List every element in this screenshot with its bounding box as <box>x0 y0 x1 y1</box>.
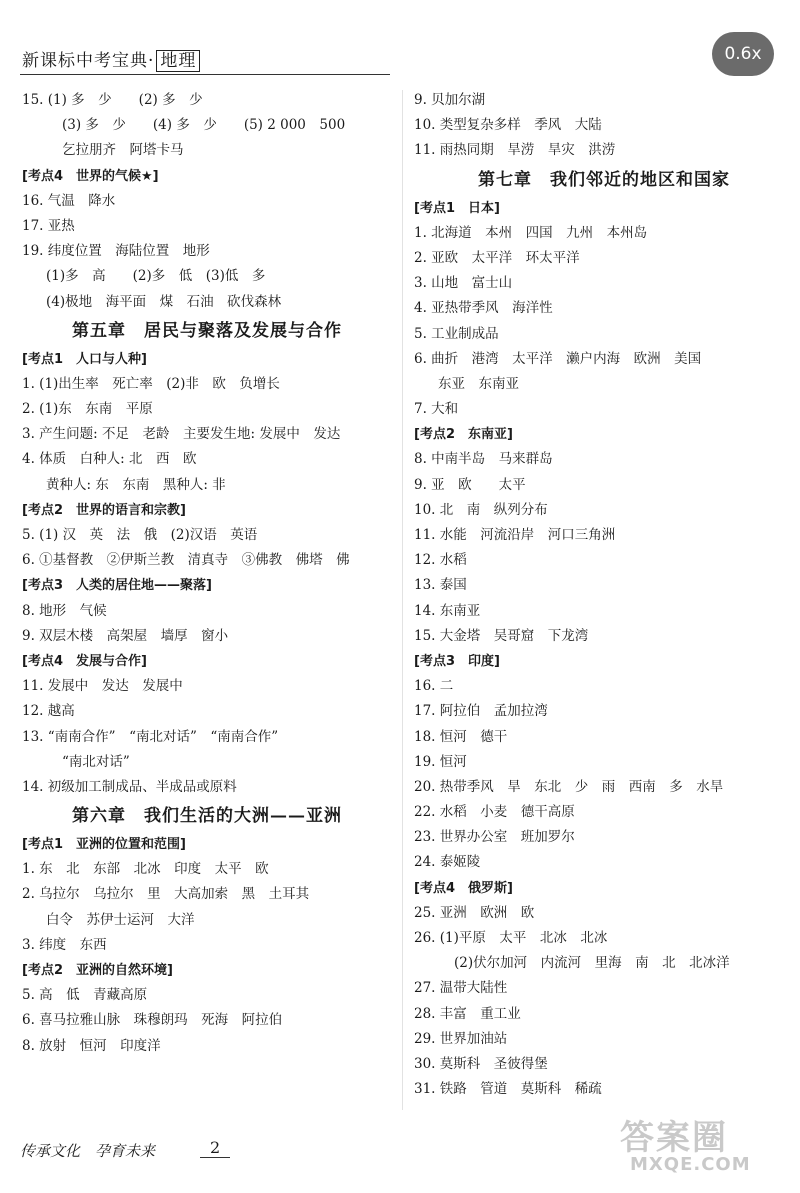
answer-line: 20. 热带季风 旱 东北 少 雨 西南 多 水旱 <box>414 778 724 795</box>
answer-line: 15. (1) 多 少 (2) 多 少 <box>22 92 203 108</box>
answer-line: 1. 东 北 东部 北冰 印度 太平 欧 <box>22 861 269 878</box>
publisher-slogan: 传承文化 孕育未来 <box>20 1142 156 1160</box>
answer-line: 23. 世界办公室 班加罗尔 <box>414 829 575 846</box>
answer-line: 11. 雨热同期 旱涝 旱灾 洪涝 <box>414 142 616 159</box>
answer-line: 3. 山地 富士山 <box>414 275 513 292</box>
answer-line: 10. 类型复杂多样 季风 大陆 <box>414 117 602 134</box>
section-heading: [考点4 世界的气候★] <box>22 168 159 184</box>
answer-line: 9. 贝加尔湖 <box>414 92 486 108</box>
section-heading: [考点1 人口与人种] <box>22 351 147 367</box>
answer-line-continued: (2)伏尔加河 内流河 里海 南 北 北冰洋 <box>454 955 730 972</box>
answer-line-continued: (3) 多 少 (4) 多 少 (5) 2 000 500 <box>62 117 346 134</box>
answer-line: 1. 北海道 本州 四国 九州 本州岛 <box>414 224 648 241</box>
answer-line: 4. 体质 白种人: 北 西 欧 <box>22 451 197 468</box>
answer-line: 5. (1) 汉 英 法 俄 (2)汉语 英语 <box>22 527 258 543</box>
answer-line: 8. 地形 气候 <box>22 602 107 619</box>
answer-line: 16. 气温 降水 <box>22 192 116 209</box>
section-heading: [考点3 人类的居住地——聚落] <box>22 578 212 594</box>
answer-line: 3. 纬度 东西 <box>22 936 107 953</box>
answer-line: 14. 初级加工制成品、半成品或原料 <box>22 778 237 795</box>
answer-line: 13. 泰国 <box>414 577 467 594</box>
answer-line: 6. 喜马拉雅山脉 珠穆朗玛 死海 阿拉伯 <box>22 1012 283 1029</box>
answer-line-continued: 东亚 东南亚 <box>438 375 519 392</box>
answer-line-continued: (1)多 高 (2)多 低 (3)低 多 <box>46 268 266 285</box>
answer-column-left <box>22 88 392 1059</box>
answer-line: 5. 工业制成品 <box>414 325 499 342</box>
chapter-title: 第五章 居民与聚落及发展与合作 <box>72 320 342 341</box>
section-heading: [考点4 发展与合作] <box>22 653 147 669</box>
answer-line: 5. 高 低 青藏高原 <box>22 987 148 1004</box>
section-heading: [考点2 世界的语言和宗教] <box>22 502 186 518</box>
answer-line: 3. 产生问题: 不足 老龄 主要发生地: 发展中 发达 <box>22 426 341 443</box>
answer-line: 24. 泰姬陵 <box>414 854 481 871</box>
answer-line: 10. 北 南 纵列分布 <box>414 501 548 518</box>
answer-line-continued: 乞拉朋齐 阿塔卡马 <box>62 142 184 159</box>
page-number: 2 <box>200 1138 230 1158</box>
answer-line: 11. 水能 河流沿岸 河口三角洲 <box>414 527 616 543</box>
chapter-title: 第六章 我们生活的大洲——亚洲 <box>72 806 342 827</box>
answer-line: 7. 大和 <box>414 401 459 418</box>
answer-line: 13. “南南合作” “南北对话” “南南合作” <box>22 728 279 745</box>
answer-line: 22. 水稻 小麦 德干高原 <box>414 804 575 821</box>
section-heading: [考点4 俄罗斯] <box>414 880 513 896</box>
answer-line: 17. 阿拉伯 孟加拉湾 <box>414 703 548 720</box>
answer-line: 31. 铁路 管道 莫斯科 稀疏 <box>414 1081 602 1098</box>
column-divider <box>402 90 403 1110</box>
zoom-level-badge[interactable]: 0.6x <box>712 32 774 76</box>
answer-line: 4. 亚热带季风 海洋性 <box>414 300 553 317</box>
answer-line: 1. (1)出生率 死亡率 (2)非 欧 负增长 <box>22 375 280 392</box>
header-divider <box>20 74 390 75</box>
page-header <box>22 40 392 70</box>
answer-line: 12. 越高 <box>22 703 75 720</box>
answer-line-continued: (4)极地 海平面 煤 石油 砍伐森林 <box>46 293 282 310</box>
subject-label: 地理 <box>156 50 200 72</box>
section-heading: [考点2 亚洲的自然环境] <box>22 963 173 978</box>
answer-line: 18. 恒河 德干 <box>414 728 508 745</box>
answer-line-continued: “南北对话” <box>62 753 130 770</box>
answer-line: 2. 亚欧 太平洋 环太平洋 <box>414 249 580 266</box>
answer-line: 6. ①基督教 ②伊斯兰教 清真寺 ③佛教 佛塔 佛 <box>22 552 350 569</box>
answer-line: 2. 乌拉尔 乌拉尔 里 大高加索 黑 土耳其 <box>22 886 310 903</box>
section-heading: [考点3 印度] <box>414 653 500 669</box>
answer-line: 14. 东南亚 <box>414 602 481 619</box>
answer-line: 29. 世界加油站 <box>414 1030 508 1047</box>
answer-line: 27. 温带大陆性 <box>414 980 508 997</box>
watermark-url: MXQE.COM <box>630 1154 751 1175</box>
answer-line: 19. 恒河 <box>414 753 467 770</box>
answer-line: 2. (1)东 东南 平原 <box>22 401 153 418</box>
answer-line-continued: 白令 苏伊士运河 大洋 <box>46 911 195 928</box>
answer-line: 17. 亚热 <box>22 217 75 234</box>
answer-line: 8. 放射 恒河 印度洋 <box>22 1037 161 1054</box>
page-footer <box>20 1130 400 1170</box>
section-heading: [考点1 日本] <box>414 200 500 216</box>
answer-line: 19. 纬度位置 海陆位置 地形 <box>22 243 210 260</box>
answer-line: 8. 中南半岛 马来群岛 <box>414 451 553 468</box>
site-watermark <box>620 1110 790 1185</box>
book-title: 新课标中考宝典· 地理 <box>22 46 200 71</box>
answer-line: 9. 亚 欧 太平 <box>414 476 526 493</box>
answer-line: 15. 大金塔 吴哥窟 下龙湾 <box>414 627 589 644</box>
answer-line: 9. 双层木楼 高架屋 墙厚 窗小 <box>22 627 229 644</box>
answer-line: 25. 亚洲 欧洲 欧 <box>414 904 535 921</box>
section-heading: [考点1 亚洲的位置和范围] <box>22 837 186 853</box>
answer-line: 12. 水稻 <box>414 552 467 569</box>
answer-line: 30. 莫斯科 圣彼得堡 <box>414 1055 548 1072</box>
answer-column-right <box>414 88 794 1102</box>
answer-line-continued: 黄种人: 东 东南 黑种人: 非 <box>46 476 226 493</box>
chapter-title: 第七章 我们邻近的地区和国家 <box>478 169 730 190</box>
answer-line: 28. 丰富 重工业 <box>414 1005 521 1022</box>
answer-line: 6. 曲折 港湾 太平洋 濑户内海 欧洲 美国 <box>414 350 702 367</box>
answer-line: 11. 发展中 发达 发展中 <box>22 678 183 695</box>
watermark-logo-text: 答案圈 <box>620 1118 728 1158</box>
section-heading: [考点2 东南亚] <box>414 427 513 443</box>
answer-line: 26. (1)平原 太平 北冰 北冰 <box>414 930 608 946</box>
answer-line: 16. 二 <box>414 678 454 695</box>
